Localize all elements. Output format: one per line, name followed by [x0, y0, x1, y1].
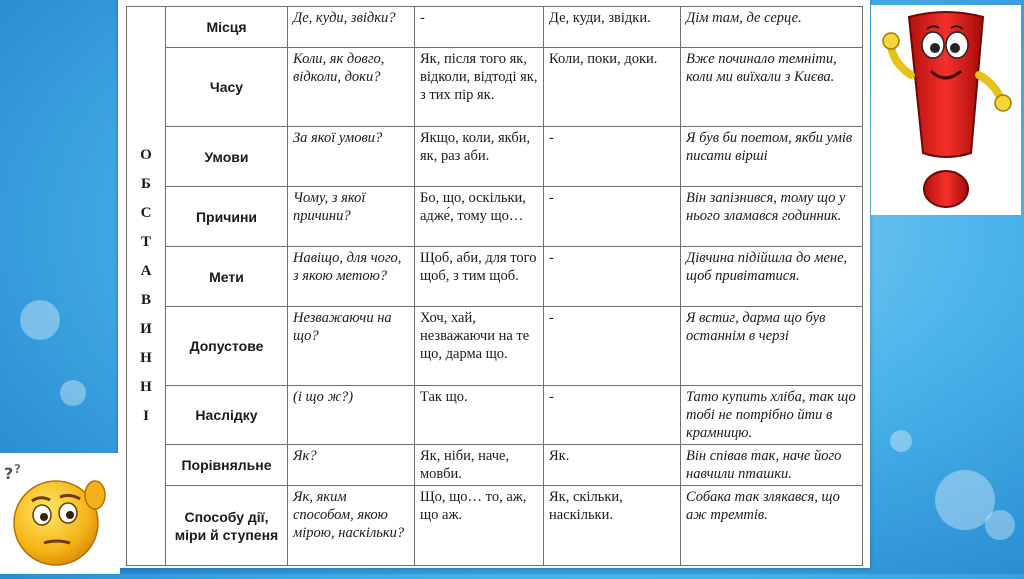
clause-allied-words: -: [544, 127, 681, 187]
background-bokeh: [60, 380, 86, 406]
group-label: О Б С Т А В И Н Н І: [140, 147, 152, 424]
clause-type: Способу дії, міри й ступеня: [166, 486, 288, 566]
thinking-emoji-icon: [0, 453, 120, 574]
clause-example: Він запізнився, тому що у нього зламався годинник.: [681, 187, 863, 247]
clause-type: Часу: [166, 48, 288, 127]
background-bokeh: [985, 510, 1015, 540]
clause-type: Порівняльне: [166, 445, 288, 486]
clause-question: Чому, з якої причини?: [288, 187, 415, 247]
clause-example: Дівчина підійшла до мене, щоб привітатися.: [681, 247, 863, 307]
clause-question: Де, куди, звідки?: [288, 7, 415, 48]
exclamation-mascot-icon: [871, 5, 1021, 215]
clause-conjunctions: Так що.: [415, 386, 544, 445]
table-row: [127, 247, 863, 307]
table-row: [127, 445, 863, 486]
clause-type: Місця: [166, 7, 288, 48]
background-bokeh: [20, 300, 60, 340]
adverbial-clauses-table: [126, 6, 863, 566]
clause-example: Собака так злякався, що аж тремтів.: [681, 486, 863, 566]
table-row: [127, 386, 863, 445]
clause-example: Я встиг, дарма що був останнім в черзі: [681, 307, 863, 386]
table-row: [127, 127, 863, 187]
clause-allied-words: -: [544, 187, 681, 247]
clause-allied-words: Як.: [544, 445, 681, 486]
clause-question: Незважаючи на що?: [288, 307, 415, 386]
table-row: [127, 486, 863, 566]
group-label-cell: [127, 7, 166, 566]
clause-question: (і що ж?): [288, 386, 415, 445]
clause-allied-words: -: [544, 386, 681, 445]
clause-example: Тато купить хліба, так що тобі не потрібно йти в крамницю.: [681, 386, 863, 445]
clause-conjunctions: Щоб, аби, для того щоб, з тим щоб.: [415, 247, 544, 307]
clause-question: Навіщо, для чого, з якою метою?: [288, 247, 415, 307]
clause-allied-words: Як, скільки, наскільки.: [544, 486, 681, 566]
clause-allied-words: Де, куди, звідки.: [544, 7, 681, 48]
clause-conjunctions: Як, ніби, наче, мовби.: [415, 445, 544, 486]
clause-question: За якої умови?: [288, 127, 415, 187]
clause-type: Допустове: [166, 307, 288, 386]
table-row: [127, 7, 863, 48]
thinking-emoji-picture: [0, 453, 120, 574]
svg-text:?: ?: [14, 462, 21, 476]
table-row: [127, 187, 863, 247]
clause-allied-words: Коли, поки, доки.: [544, 48, 681, 127]
clause-example: Вже починало темніти, коли ми виїхали з Києва.: [681, 48, 863, 127]
clause-question: Як, яким способом, якою мірою, наскільки?: [288, 486, 415, 566]
clause-type: Умови: [166, 127, 288, 187]
exclamation-mascot-picture: [871, 5, 1021, 215]
clause-conjunctions: -: [415, 7, 544, 48]
clause-question: Як?: [288, 445, 415, 486]
clause-conjunctions: Як, після того як, відколи, відтоді як, з тих пір як.: [415, 48, 544, 127]
clause-conjunctions: Бо, що, оскільки, адже́, тому що…: [415, 187, 544, 247]
background-bokeh: [890, 430, 912, 452]
table-row: [127, 48, 863, 127]
clause-conjunctions: Що, що… то, аж, що аж.: [415, 486, 544, 566]
clause-type: Наслідку: [166, 386, 288, 445]
document-page: [118, 0, 870, 568]
clause-type: Причини: [166, 187, 288, 247]
svg-text:?: ?: [4, 464, 14, 483]
clause-conjunctions: Якщо, коли, якби, як, раз аби.: [415, 127, 544, 187]
clause-example: Я був би поетом, якби умів писати вірші: [681, 127, 863, 187]
clause-type: Мети: [166, 247, 288, 307]
clause-example: Він співав так, наче його навчили пташки.: [681, 445, 863, 486]
clause-conjunctions: Хоч, хай, незважаючи на те що, дарма що.: [415, 307, 544, 386]
clause-allied-words: -: [544, 307, 681, 386]
table-row: [127, 307, 863, 386]
clause-example: Дім там, де серце.: [681, 7, 863, 48]
clause-question: Коли, як довго, відколи, доки?: [288, 48, 415, 127]
clause-allied-words: -: [544, 247, 681, 307]
